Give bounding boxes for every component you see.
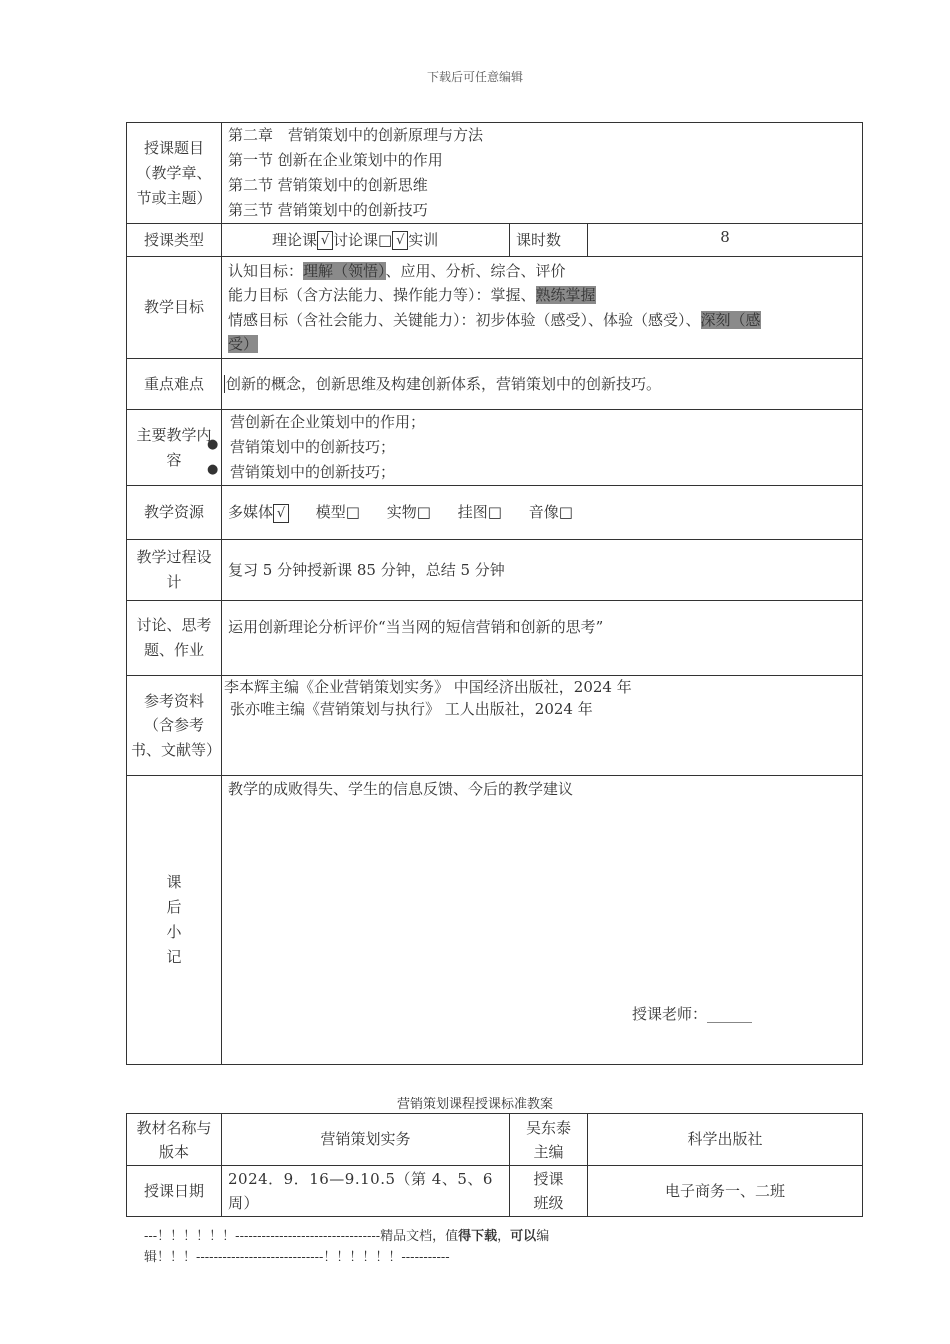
chart-option[interactable]: 挂图□ (457, 503, 502, 522)
notes-prompt: 教学的成败得失、学生的信息反馈、今后的教学建议 (228, 780, 574, 798)
key-row (127, 359, 863, 410)
list-item: 营销策划中的创新技巧； (230, 438, 396, 456)
multimedia-check[interactable]: √ (273, 504, 289, 523)
lesson-plan-table (126, 122, 863, 1065)
refs-row (127, 676, 863, 776)
highlight: 受） (228, 335, 259, 353)
topic-line: 第二节 营销策划中的创新思维 (228, 176, 428, 194)
content-list (222, 410, 863, 486)
topic-line: 第三节 营销策划中的创新技巧 (228, 201, 428, 219)
editor: 吴东泰 主编 (510, 1114, 588, 1166)
theory-check[interactable]: √ (317, 231, 333, 250)
ability-goal: 能力目标（含方法能力、操作能力等）：掌握、熟练掌握 (228, 286, 596, 304)
highlight: 深刻（感 (700, 310, 761, 329)
resources-row (127, 486, 863, 540)
audio-option[interactable]: 音像□ (528, 503, 573, 522)
key-label: 重点难点 (127, 359, 222, 410)
ref-item: 李本辉主编《企业营销策划实务》 中国经济出版社，2024 年 (224, 678, 632, 696)
hours-value: 8 (588, 224, 863, 257)
content-label: 主要教学内容 (127, 410, 222, 486)
topic-label: 授课题目（教学章、节或主题） (127, 123, 222, 224)
class-value: 电子商务一、二班 (588, 1166, 863, 1217)
topic-line: 第二章 营销策划中的创新原理与方法 (228, 126, 484, 144)
emotion-goal: 情感目标（含社会能力、关键能力）：初步体验（感受）、体验（感受）、深刻（感 (228, 310, 761, 329)
highlight: 熟练掌握 (535, 286, 596, 304)
book-value: 营销策划实务 (222, 1114, 510, 1166)
goals-content (222, 257, 863, 359)
course-info-table (126, 1113, 863, 1217)
key-content: 创新的概念，创新思维及构建创新体系，营销策划中的创新技巧。 (222, 359, 863, 410)
caption: 营销策划课程授课标准教案 (396, 1097, 553, 1112)
discussion-row (127, 601, 863, 676)
practice-check[interactable]: √ (392, 231, 408, 250)
goals-row (127, 257, 863, 359)
list-item: 营销策划中的创新技巧； (230, 463, 396, 481)
process-label: 教学过程设 计 (127, 540, 222, 601)
theory-option: 理论课 (272, 230, 318, 249)
class-label: 授课班级 (510, 1166, 588, 1217)
refs-content (222, 676, 863, 776)
model-option[interactable]: 模型□ (315, 503, 360, 522)
ref-item: 张亦唯主编《营销策划与执行》 工人出版社，2024 年 (230, 700, 593, 718)
bullet-icon: ● (207, 437, 219, 452)
type-row (127, 224, 863, 257)
publisher: 科学出版社 (588, 1114, 863, 1166)
goals-label: 教学目标 (127, 257, 222, 359)
object-option[interactable]: 实物□ (386, 503, 431, 522)
resources-label: 教学资源 (127, 486, 222, 540)
date-label: 授课日期 (127, 1166, 222, 1217)
refs-label: 参考资料（含参考书、文献等） (127, 676, 222, 776)
practice-option: 实训 (408, 230, 439, 249)
discussion-text: 运用创新理论分析评价“当当网的短信营销和创新的思考” (222, 601, 863, 676)
teacher-signature: 授课老师：______ (632, 1005, 753, 1023)
topic-line: 第一节 创新在企业策划中的作用 (228, 151, 443, 169)
type-label: 授课类型 (127, 224, 222, 257)
list-item: 营创新在企业策划中的作用； (230, 413, 426, 431)
resources-options: 多媒体 √ 模型□ 实物□ 挂图□ 音像□ (222, 486, 863, 540)
emotion-goal-cont (228, 332, 856, 357)
discussion-label: 讨论、思考题、作业 (127, 601, 222, 676)
hours-label: 课时数 (510, 224, 588, 257)
type-options (222, 224, 510, 257)
cognitive-goal: 认知目标：理解（领悟）、应用、分析、综合、评价 (228, 261, 566, 280)
highlight: 理解（领悟） (303, 261, 386, 280)
topic-row (127, 123, 863, 224)
discussion-option: 讨论课 (333, 230, 379, 249)
bullet-icon: ● (207, 462, 219, 477)
notes-area[interactable] (222, 776, 863, 1065)
book-label: 教材名称与版本 (127, 1114, 222, 1166)
discussion-box[interactable]: □ (378, 230, 393, 249)
process-row (127, 540, 863, 601)
notes-label: 课 后 小 记 (127, 776, 222, 1065)
date-value: 2024．9．16—9.10.5（第 4、5、6 周） (222, 1166, 510, 1217)
footer-note: ---！！！！！！---------------------------------精品文档，值得下载，可以编 辑！！！-----------------------------！！！！！！----------- (144, 1229, 550, 1265)
process-text: 复习 5 分钟授新课 85 分钟，总结 5 分钟 (222, 540, 863, 601)
header-note: 下载后可任意编辑 (426, 70, 523, 84)
topic-content (222, 123, 863, 224)
content-row (127, 410, 863, 486)
notes-row (127, 776, 863, 1065)
